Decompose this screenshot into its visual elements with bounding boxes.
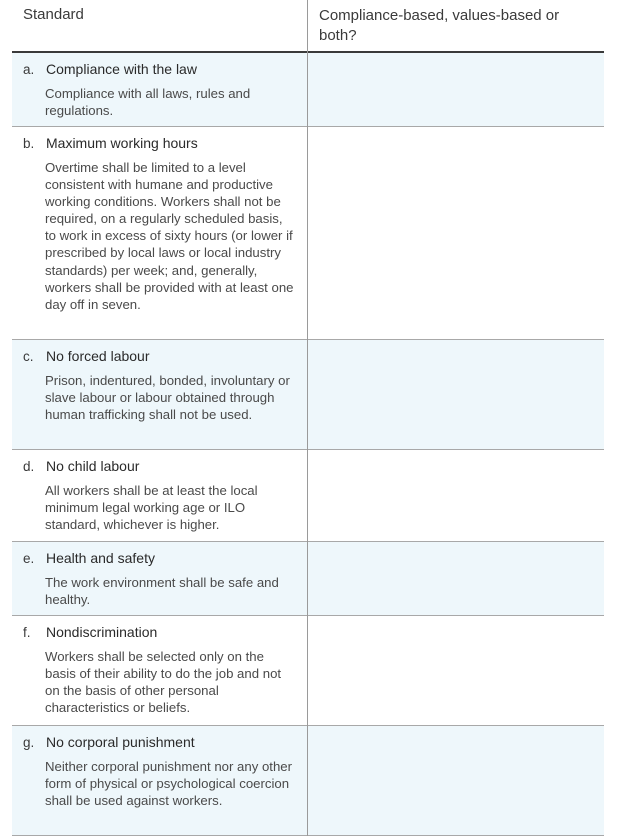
table-row: [12, 340, 604, 450]
row-title: Maximum working hours: [46, 135, 198, 151]
answer-cell[interactable]: [308, 726, 604, 835]
row-description: Neither corporal punishment nor any other form of physical or psychological coercion shall be used against workers.: [45, 759, 293, 809]
answer-cell[interactable]: [308, 542, 604, 615]
answer-cell[interactable]: [308, 450, 604, 541]
table-row: [12, 616, 604, 726]
row-title: Nondiscrimination: [46, 624, 158, 640]
row-letter: f.: [23, 625, 31, 640]
row-letter: b.: [23, 136, 35, 151]
header-compliance-type: Compliance-based, values-based or both?: [319, 7, 560, 44]
row-letter: c.: [23, 349, 34, 364]
row-letter: a.: [23, 62, 35, 77]
row-title: No forced labour: [46, 348, 150, 364]
table-row: [12, 726, 604, 836]
row-letter: e.: [23, 551, 35, 566]
table-header: [12, 0, 604, 53]
answer-cell[interactable]: [308, 53, 604, 126]
table-row: [12, 542, 604, 616]
table-row: [12, 450, 604, 542]
row-description: The work environment shall be safe and healthy.: [45, 575, 279, 608]
row-description: Prison, indentured, bonded, involuntary or slave labour or labour obtained through human trafficking shall not be used.: [45, 373, 290, 423]
row-title: No corporal punishment: [46, 734, 195, 750]
row-letter: g.: [23, 735, 35, 750]
row-title: Health and safety: [46, 550, 155, 566]
table-row: [12, 127, 604, 340]
row-description: Workers shall be selected only on the basis of their ability to do the job and not on the basis of other personal characteristics or beliefs.: [45, 649, 282, 716]
row-description: Overtime shall be limited to a level consistent with humane and productive working conditions. Workers shall not be required, on a regularly scheduled basis, to work in excess of sixty hours (or lower if prescribed by local laws or local industry standards) per week; and, generally, workers shall be provided with at least one day off in seven.: [45, 160, 294, 312]
answer-cell[interactable]: [308, 340, 604, 449]
answer-cell[interactable]: [308, 616, 604, 725]
table-row: [12, 53, 604, 127]
header-standard: Standard: [23, 6, 84, 23]
row-description: All workers shall be at least the local minimum legal working age or ILO standard, whichever is higher.: [45, 483, 258, 533]
column-divider: [307, 0, 308, 836]
row-letter: d.: [23, 459, 35, 474]
row-title: No child labour: [46, 458, 140, 474]
row-description: Compliance with all laws, rules and regulations.: [45, 86, 251, 119]
answer-cell[interactable]: [308, 127, 604, 339]
row-title: Compliance with the law: [46, 61, 197, 77]
